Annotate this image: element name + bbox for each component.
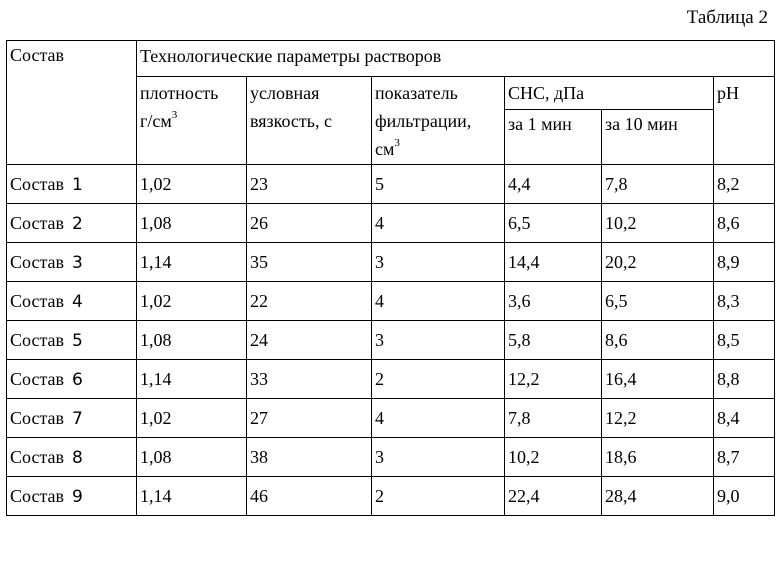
cell-ph: 8,8 (714, 360, 775, 399)
cell-shs-1min: 12,2 (505, 360, 602, 399)
table-row (7, 477, 775, 516)
cell-shs-10min: 20,2 (602, 243, 714, 282)
cell-viscosity: 24 (247, 321, 372, 360)
cell-viscosity: 23 (247, 165, 372, 204)
header-density-sup: 3 (171, 109, 178, 121)
cell-shs-10min: 10,2 (602, 204, 714, 243)
data-table (6, 40, 775, 516)
cell-sostav (7, 282, 137, 321)
table-row (7, 282, 775, 321)
table-row (7, 399, 775, 438)
cell-shs-10min: 7,8 (602, 165, 714, 204)
cell-filtration: 4 (372, 204, 505, 243)
cell-filtration: 5 (372, 165, 505, 204)
cell-density: 1,14 (137, 243, 247, 282)
cell-sostav (7, 438, 137, 477)
cell-density: 1,02 (137, 282, 247, 321)
header-sostav: Состав (7, 41, 137, 165)
cell-viscosity: 38 (247, 438, 372, 477)
header-viscosity (247, 77, 372, 165)
header-density-line1: плотность (140, 83, 219, 103)
cell-filtration: 2 (372, 360, 505, 399)
row-label: Состав (10, 290, 65, 311)
header-params-title: Технологические параметры растворов (137, 41, 775, 77)
header-filtration-line2: фильтрации, (375, 111, 472, 131)
cell-sostav (7, 321, 137, 360)
cell-filtration: 4 (372, 282, 505, 321)
cell-density: 1,02 (137, 399, 247, 438)
row-label: Состав (10, 485, 65, 506)
cell-sostav (7, 204, 137, 243)
cell-density: 1,08 (137, 438, 247, 477)
table-row (7, 321, 775, 360)
row-label: Состав (10, 173, 65, 194)
header-filtration-line1: показатель (375, 83, 458, 103)
header-viscosity-line1: условная (250, 83, 320, 103)
row-label: Состав (10, 251, 65, 272)
row-number: 9 (72, 486, 83, 507)
cell-ph: 8,7 (714, 438, 775, 477)
cell-shs-10min: 18,6 (602, 438, 714, 477)
cell-shs-10min: 16,4 (602, 360, 714, 399)
cell-viscosity: 26 (247, 204, 372, 243)
header-viscosity-line2: вязкость, с (250, 111, 332, 131)
header-filtration-line3: см (375, 139, 395, 159)
cell-shs-1min: 4,4 (505, 165, 602, 204)
row-number: 5 (72, 330, 83, 351)
cell-ph: 8,3 (714, 282, 775, 321)
header-filtration-sup: 3 (394, 137, 400, 149)
row-number: 6 (72, 369, 83, 390)
cell-density: 1,14 (137, 360, 247, 399)
cell-density: 1,14 (137, 477, 247, 516)
cell-viscosity: 35 (247, 243, 372, 282)
cell-shs-10min: 8,6 (602, 321, 714, 360)
cell-filtration: 3 (372, 321, 505, 360)
cell-shs-10min: 6,5 (602, 282, 714, 321)
row-label: Состав (10, 446, 65, 467)
header-row-1 (7, 41, 775, 77)
cell-shs-1min: 7,8 (505, 399, 602, 438)
row-number: 4 (72, 291, 83, 312)
header-density (137, 77, 247, 165)
cell-shs-1min: 10,2 (505, 438, 602, 477)
cell-filtration: 3 (372, 243, 505, 282)
table-row (7, 243, 775, 282)
cell-ph: 8,5 (714, 321, 775, 360)
row-number: 8 (72, 447, 83, 468)
row-number: 3 (72, 252, 83, 273)
table-row (7, 165, 775, 204)
header-density-line2: г/см (140, 111, 172, 131)
cell-shs-1min: 5,8 (505, 321, 602, 360)
header-shs-1min: за 1 мин (505, 110, 602, 165)
cell-filtration: 4 (372, 399, 505, 438)
row-label: Состав (10, 212, 65, 233)
header-shs-10min: за 10 мин (602, 110, 714, 165)
cell-sostav (7, 243, 137, 282)
table-caption: Таблица 2 (686, 7, 768, 28)
cell-density: 1,02 (137, 165, 247, 204)
cell-shs-10min: 12,2 (602, 399, 714, 438)
row-number: 1 (72, 174, 83, 195)
cell-shs-1min: 3,6 (505, 282, 602, 321)
cell-filtration: 3 (372, 438, 505, 477)
cell-filtration: 2 (372, 477, 505, 516)
cell-ph: 9,0 (714, 477, 775, 516)
cell-sostav (7, 165, 137, 204)
cell-shs-1min: 6,5 (505, 204, 602, 243)
header-filtration (372, 77, 505, 165)
header-shs: СНС, дПа (505, 77, 714, 110)
row-number: 7 (72, 408, 83, 429)
cell-density: 1,08 (137, 204, 247, 243)
cell-viscosity: 27 (247, 399, 372, 438)
row-label: Состав (10, 329, 65, 350)
table-row (7, 204, 775, 243)
header-ph: pH (714, 77, 775, 165)
cell-shs-10min: 28,4 (602, 477, 714, 516)
cell-ph: 8,2 (714, 165, 775, 204)
cell-ph: 8,4 (714, 399, 775, 438)
table-row (7, 360, 775, 399)
row-label: Состав (10, 368, 65, 389)
table-row (7, 438, 775, 477)
cell-viscosity: 22 (247, 282, 372, 321)
cell-shs-1min: 22,4 (505, 477, 602, 516)
cell-sostav (7, 399, 137, 438)
cell-sostav (7, 477, 137, 516)
cell-ph: 8,6 (714, 204, 775, 243)
cell-viscosity: 46 (247, 477, 372, 516)
cell-viscosity: 33 (247, 360, 372, 399)
cell-shs-1min: 14,4 (505, 243, 602, 282)
cell-sostav (7, 360, 137, 399)
row-label: Состав (10, 407, 65, 428)
cell-ph: 8,9 (714, 243, 775, 282)
row-number: 2 (72, 213, 83, 234)
cell-density: 1,08 (137, 321, 247, 360)
